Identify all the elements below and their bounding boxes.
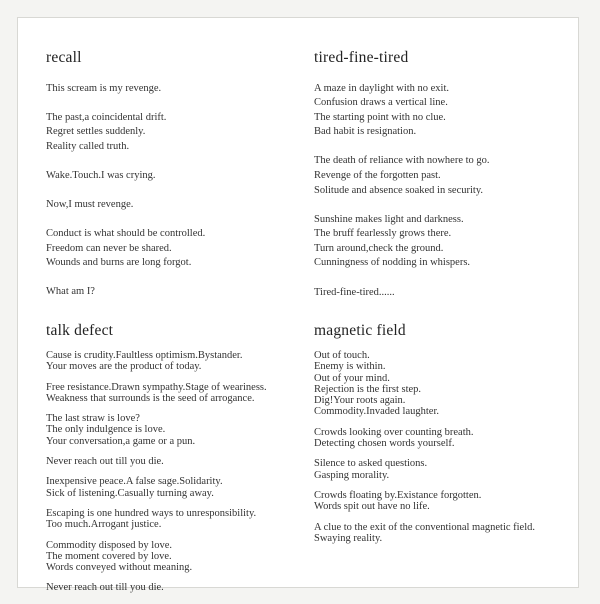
lyric-line: Crowds floating by.Existance forgotten.: [314, 489, 482, 501]
lyric-line: Never reach out till you die.: [46, 456, 164, 468]
stanza: [314, 490, 564, 513]
lyric-line: Out of your mind.: [314, 372, 390, 384]
lyric-line: Detecting chosen words yourself.: [314, 438, 455, 450]
stanza: [314, 154, 564, 198]
stanza: [314, 427, 564, 450]
lyric-line: This scream is my revenge.: [46, 82, 162, 94]
stanza: [46, 476, 296, 499]
lyric-line: A clue to the exit of the conventional magnetic field.: [314, 521, 536, 533]
lyric-line: Commodity disposed by love.: [46, 539, 172, 551]
lyric-line: What am I?: [46, 286, 95, 298]
lyric-line: Sunshine makes light and darkness.: [314, 213, 464, 225]
lyric-line: Enemy is within.: [314, 361, 386, 373]
stanza: [46, 111, 296, 155]
lyric-line: Swaying reality.: [314, 532, 383, 544]
lyric-line: Bad habit is resignation.: [314, 126, 417, 138]
lyric-line: The starting point with no clue.: [314, 111, 446, 123]
poem-magnetic-field: [314, 322, 564, 544]
lyric-line: Weakness that surrounds is the seed of arrogance.: [46, 392, 255, 404]
stanza: [46, 582, 296, 593]
poem-recall: [46, 49, 296, 300]
lyric-line: Cunningness of nodding in whispers.: [314, 257, 471, 269]
lyric-line: Free resistance.Drawn sympathy.Stage of weariness.: [46, 381, 267, 393]
poem-tired-fine-tired: [314, 49, 564, 300]
lyric-line: Never reach out till you die.: [46, 582, 164, 594]
lyric-line: The past,a coincidental drift.: [46, 111, 167, 123]
stanza: [314, 286, 564, 301]
lyric-line: Rejection is the first step.: [314, 383, 422, 395]
lyric-sheet: [17, 17, 579, 594]
lyric-line: Solitude and absence soaked in security.: [314, 184, 484, 196]
poem-title: tired-fine-tired: [314, 49, 409, 66]
stanza: [46, 413, 296, 447]
lyric-line: Too much.Arrogant justice.: [46, 519, 162, 531]
lyric-line: Silence to asked questions.: [314, 458, 428, 470]
lyric-line: Escaping is one hundred ways to unresponsibility.: [46, 507, 257, 519]
lyric-line: The death of reliance with nowhere to go.: [314, 155, 490, 167]
lyric-line: Confusion draws a vertical line.: [314, 97, 448, 109]
lyric-line: Reality called truth.: [46, 140, 130, 152]
lyric-line: Words conveyed without meaning.: [46, 562, 193, 574]
stanza: [46, 82, 296, 97]
stanza: [314, 522, 564, 545]
lyric-line: Now,I must revenge.: [46, 198, 134, 210]
poem-title: magnetic field: [314, 322, 406, 339]
lyric-line: The last straw is love?: [46, 413, 140, 425]
lyric-line: The bruff fearlessly grows there.: [314, 228, 452, 240]
lyric-line: Regret settles suddenly.: [46, 126, 146, 138]
lyric-line: Cause is crudity.Faultless optimism.Bystander.: [46, 350, 243, 361]
lyric-line: Conduct is what should be controlled.: [46, 228, 206, 240]
stanza: [314, 82, 564, 140]
lyric-line: Wounds and burns are long forgot.: [46, 257, 192, 269]
lyric-line: Sick of listening.Casually turning away.: [46, 487, 214, 499]
poem-title: recall: [46, 49, 82, 66]
lyric-line: Your conversation,a game or a pun.: [46, 435, 196, 447]
stanza: [46, 169, 296, 184]
lyric-line: Gasping morality.: [314, 469, 390, 481]
lyric-line: Words spit out have no life.: [314, 501, 430, 513]
lyric-line: The moment covered by love.: [46, 550, 172, 562]
lyric-line: Wake.Touch.I was crying.: [46, 169, 156, 181]
stanza: [46, 540, 296, 574]
stanza: [46, 508, 296, 531]
lyric-line: Turn around,check the ground.: [314, 242, 444, 254]
stanza: [314, 213, 564, 271]
lyric-line: A maze in daylight with no exit.: [314, 82, 450, 94]
stanza: [46, 456, 296, 467]
lyric-line: The only indulgence is love.: [46, 424, 166, 436]
stanza: [314, 350, 564, 418]
lyric-line: Tired-fine-tired......: [314, 286, 395, 298]
lyric-line: Dig!Your roots again.: [314, 395, 406, 407]
lyric-line: Freedom can never be shared.: [46, 242, 172, 254]
poem-talk-defect: [46, 322, 296, 594]
lyric-line: Out of touch.: [314, 350, 370, 361]
lyric-line: Revenge of the forgotten past.: [314, 169, 441, 181]
lyric-line: Crowds looking over counting breath.: [314, 426, 474, 438]
lyric-line: Inexpensive peace.A false sage.Solidarity.: [46, 476, 223, 488]
lyric-line: Commodity.Invaded laughter.: [314, 406, 440, 418]
lyric-line: Your moves are the product of today.: [46, 361, 202, 373]
stanza: [46, 227, 296, 271]
stanza: [314, 458, 564, 481]
stanza: [46, 285, 296, 300]
stanza: [46, 198, 296, 213]
poem-title: talk defect: [46, 322, 114, 339]
stanza: [46, 350, 296, 373]
stanza: [46, 382, 296, 405]
